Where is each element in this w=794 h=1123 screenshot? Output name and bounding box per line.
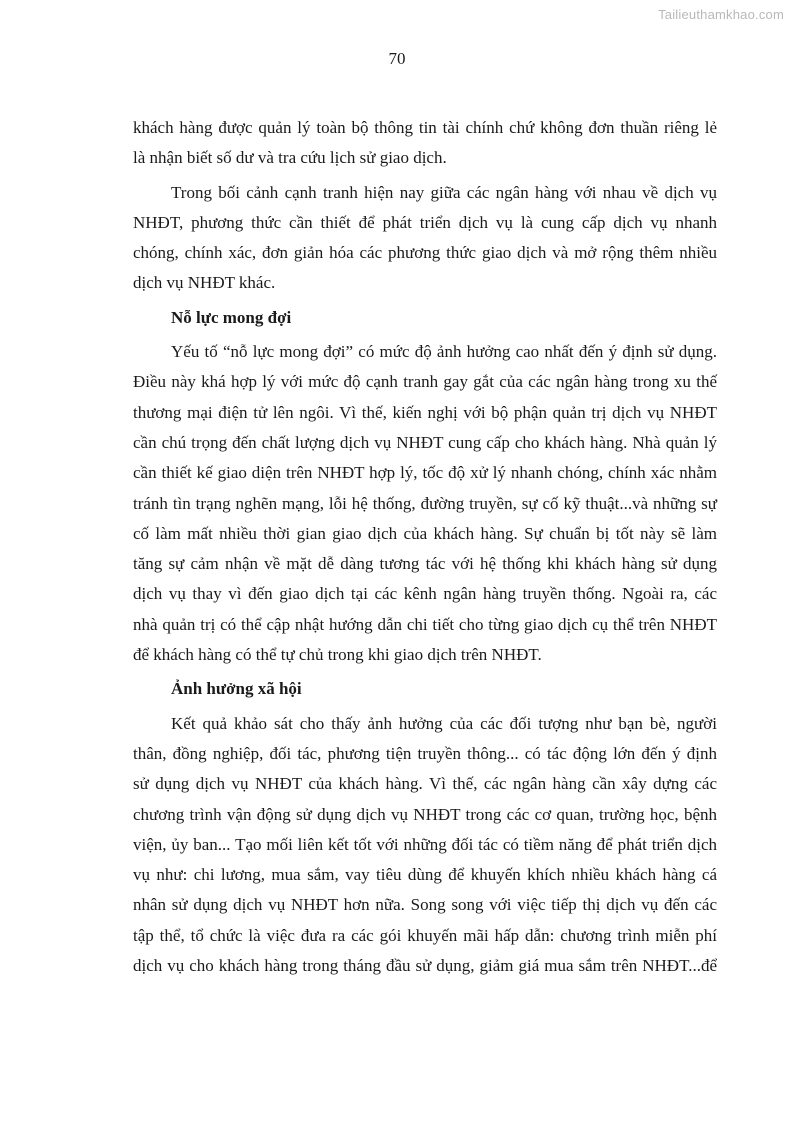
text-line: Trong bối cảnh cạnh tranh hiện nay giữa các ngân hàng với nhau về dịch vụ xyxy=(171,182,717,202)
paragraph-effort-expectancy xyxy=(133,337,717,670)
text-line: sử dụng dịch vụ NHĐT của khách hàng. Vì thế, các ngân hàng cần xây dựng các xyxy=(133,774,717,794)
section-heading-effort-expectancy: Nỗ lực mong đợi xyxy=(171,307,292,327)
text-line: thương mại điện tử lên ngôi. Vì thế, kiến nghị với bộ phận quản trị dịch vụ NHĐT xyxy=(133,402,717,422)
text-line: nhân sử dụng dịch vụ NHĐT hơn nữa. Song song với việc tiếp thị dịch vụ đến các xyxy=(133,895,717,915)
text-line: khách hàng được quản lý toàn bộ thông tin tài chính chứ không đơn thuần riêng lẻ xyxy=(133,118,717,137)
text-line: dịch vụ thay vì đến giao dịch tại các kênh ngân hàng truyền thống. Ngoài ra, các xyxy=(133,584,717,604)
section-heading-social-influence: Ảnh hưởng xã hội xyxy=(171,679,302,699)
watermark-text: Tailieuthamkhao.com xyxy=(658,7,784,22)
text-line: viện, ủy ban... Tạo mối liên kết tốt với những đối tác có tiềm năng để phát triển dịch xyxy=(133,834,717,854)
text-line: vụ như: chi lương, mua sắm, vay tiêu dùng để khuyến khích nhiều khách hàng cá xyxy=(133,865,717,885)
text-line: tránh tìn trạng nghẽn mạng, lỗi hệ thống, đường truyền, sự cố kỹ thuật...và những sự xyxy=(133,493,717,513)
text-line: chương trình vận động sử dụng dịch vụ NHĐT trong các cơ quan, trường học, bệnh xyxy=(133,804,717,824)
text-line: Kết quả khảo sát cho thấy ảnh hưởng của các đối tượng như bạn bè, người xyxy=(171,713,717,733)
paragraph-social-influence xyxy=(133,709,717,982)
text-line: NHĐT, phương thức cần thiết để phát triển dịch vụ là cung cấp dịch vụ nhanh xyxy=(133,212,717,232)
text-line: tập thể, tổ chức là việc đưa ra các gói khuyến mãi hấp dẫn: chương trình miễn phí xyxy=(133,925,717,945)
page-number: 70 xyxy=(388,49,406,68)
text-line: cố làm mất nhiều thời gian giao dịch của khách hàng. Sự chuẩn bị tốt này sẽ làm xyxy=(133,523,717,543)
text-line: nhà quản trị có thể cập nhật hướng dẫn chi tiết cho từng giao dịch cụ thể trên NHĐT xyxy=(133,614,717,634)
text-line: tăng sự cảm nhận về mặt dễ dàng tương tác với hệ thống khi khách hàng sử dụng xyxy=(133,554,717,574)
text-line: Điều này khá hợp lý với mức độ cạnh tranh gay gắt của các ngân hàng trong xu thế xyxy=(133,372,717,392)
text-line: dịch vụ cho khách hàng trong tháng đầu sử dụng, giảm giá mua sắm trên NHĐT...để xyxy=(133,956,717,976)
document-body xyxy=(133,113,717,981)
paragraph-competition xyxy=(133,178,717,299)
paragraph-continuation xyxy=(133,113,717,174)
text-line: chóng, chính xác, đơn giản hóa các phương thức giao dịch và mở rộng thêm nhiều xyxy=(133,243,717,263)
text-line: là nhận biết số dư và tra cứu lịch sử giao dịch. xyxy=(133,148,447,168)
text-line: cần thiết kế giao diện trên NHĐT hợp lý, tốc độ xử lý nhanh chóng, chính xác nhằm xyxy=(133,463,717,483)
text-line: dịch vụ NHĐT khác. xyxy=(133,273,276,293)
text-line: Yếu tố “nỗ lực mong đợi” có mức độ ảnh hưởng cao nhất đến ý định sử dụng. xyxy=(171,342,717,362)
text-line: cần chú trọng đến chất lượng dịch vụ NHĐT cung cấp cho khách hàng. Nhà quản lý xyxy=(133,432,717,452)
text-line: để khách hàng có thể tự chủ trong khi giao dịch trên NHĐT. xyxy=(133,645,542,665)
text-line: thân, đồng nghiệp, đối tác, phương tiện truyền thông... có tác động lớn đến ý định xyxy=(133,743,717,763)
